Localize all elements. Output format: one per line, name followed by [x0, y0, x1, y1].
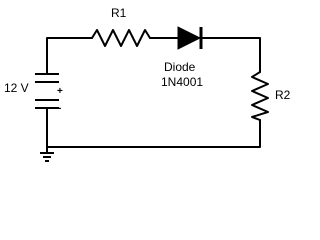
battery-symbol [35, 74, 59, 108]
diode-symbol [178, 27, 201, 49]
resistor-r1-symbol [92, 30, 150, 46]
resistor-r1-label: R1 [111, 6, 127, 20]
battery-voltage-label: 12 V [4, 81, 29, 95]
wire-top-left [47, 38, 92, 74]
ground-symbol [40, 153, 54, 161]
wire-bottom-right [47, 120, 260, 147]
diode-label: Diode [164, 60, 196, 74]
resistor-r2-symbol [252, 72, 268, 120]
diode-anode-triangle [178, 27, 200, 49]
diode-part-number: 1N4001 [161, 75, 204, 89]
battery-positive-sign: + [57, 86, 63, 97]
battery-negative-sign: - [58, 103, 62, 114]
circuit-wires [47, 38, 260, 153]
resistor-r2-label: R2 [275, 88, 291, 102]
wire-top-right [203, 38, 260, 72]
